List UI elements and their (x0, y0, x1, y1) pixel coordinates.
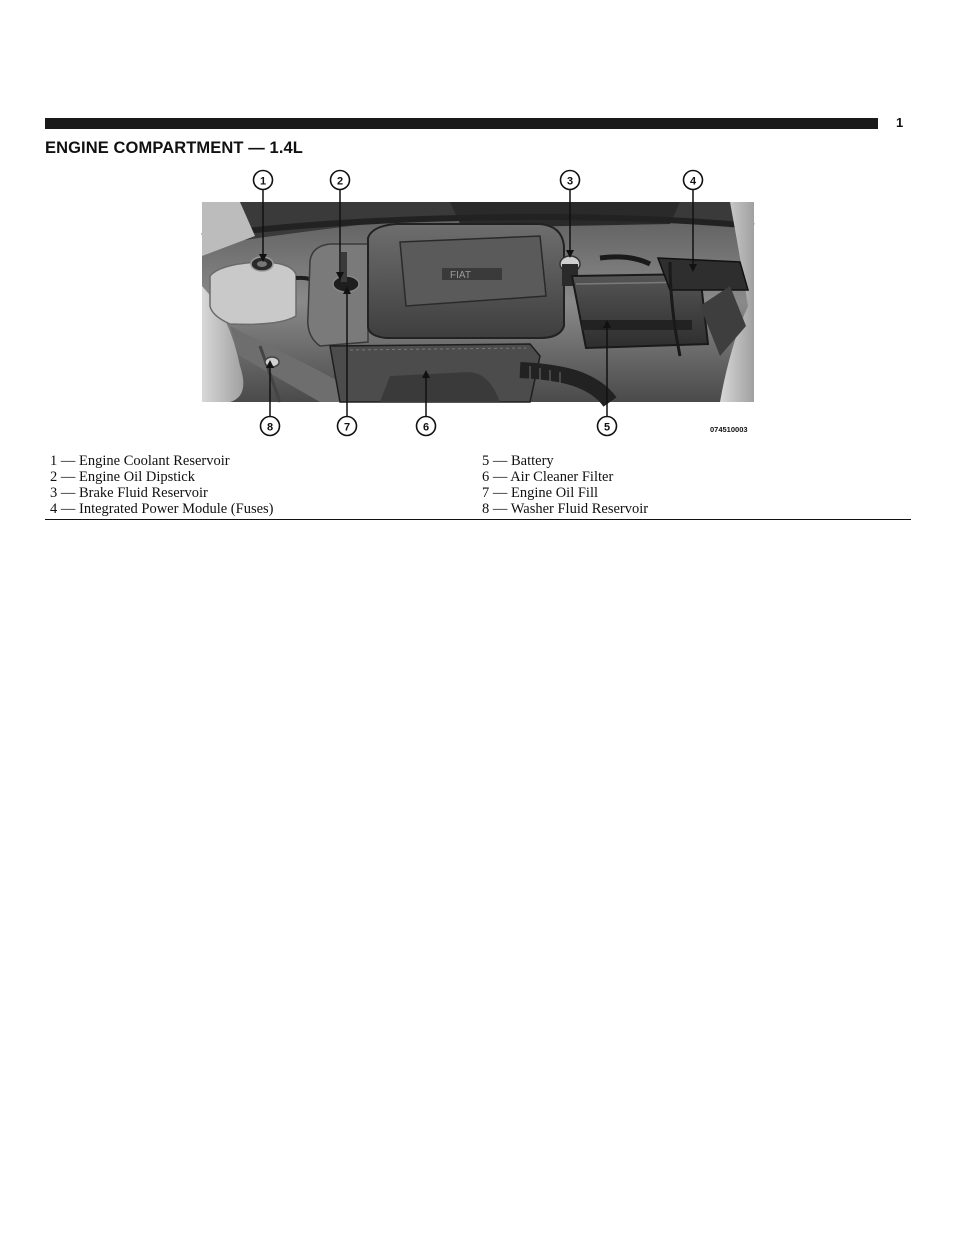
legend-item: 2 — Engine Oil Dipstick (50, 469, 195, 485)
legend-item: 4 — Integrated Power Module (Fuses) (50, 501, 274, 517)
svg-text:2: 2 (336, 175, 344, 188)
callout-1 (254, 171, 273, 190)
figure-code: 074510003 (710, 425, 748, 434)
legend-right-column (482, 453, 648, 517)
callout-2 (331, 171, 350, 190)
svg-text:6: 6 (422, 421, 430, 434)
legend-item: 6 — Air Cleaner Filter (482, 469, 614, 485)
page-number: 1 (896, 115, 904, 130)
svg-text:1: 1 (259, 175, 267, 188)
legend-left-column (50, 453, 274, 517)
legend-item: 3 — Brake Fluid Reservoir (50, 485, 208, 501)
legend-item: 7 — Engine Oil Fill (482, 485, 598, 501)
callout-5 (598, 417, 617, 436)
svg-text:7: 7 (343, 421, 351, 434)
header-rule (45, 118, 878, 129)
oil-dipstick (341, 252, 347, 282)
callout-8 (261, 417, 280, 436)
legend-item: 1 — Engine Coolant Reservoir (50, 453, 230, 469)
engine-photo-illustration (200, 166, 760, 444)
callout-4 (684, 171, 703, 190)
coolant-reservoir (210, 262, 296, 324)
callout-6 (417, 417, 436, 436)
legend-item: 8 — Washer Fluid Reservoir (482, 501, 649, 517)
svg-text:4: 4 (689, 175, 697, 188)
legend-rule (45, 519, 911, 520)
legend-item: 5 — Battery (482, 453, 554, 469)
svg-text:5: 5 (603, 421, 611, 434)
engine-compartment-figure (200, 166, 760, 444)
callout-3 (561, 171, 580, 190)
svg-text:FIAT: FIAT (450, 270, 471, 281)
svg-text:3: 3 (566, 175, 574, 188)
svg-text:8: 8 (266, 421, 274, 434)
section-title: ENGINE COMPARTMENT — 1.4L (45, 139, 303, 157)
callout-7 (338, 417, 357, 436)
